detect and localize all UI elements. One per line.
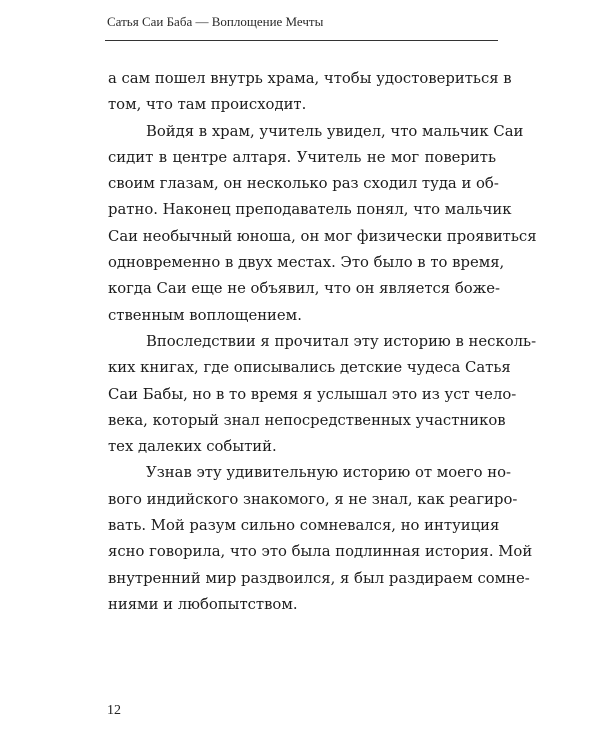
text-line: века, который знал непосредственных участников xyxy=(108,411,506,429)
text-line: том, что там происходит. xyxy=(108,96,307,114)
paragraph-4 xyxy=(108,460,533,618)
text-line: вого индийского знакомого, я не знал, как реагиро- xyxy=(108,490,518,508)
text-line: ственным воплощением. xyxy=(108,306,302,324)
text-line: вать. Мой разум сильно сомневался, но интуиция xyxy=(108,517,500,535)
paragraph-3 xyxy=(108,329,537,460)
text-line: одновременно в двух местах. Это было в то время, xyxy=(108,254,505,272)
text-line: своим глазам, он несколько раз сходил туда и об- xyxy=(108,175,499,193)
text-line: Саи необычный юноша, он мог физически проявиться xyxy=(108,227,537,245)
text-line: ясно говорила, что это была подлинная история. Мой xyxy=(108,543,533,561)
text-line: сидит в центре алтаря. Учитель не мог поверить xyxy=(108,148,496,166)
text-line: Узнав эту удивительную историю от моего но- xyxy=(146,464,512,482)
text-line: когда Саи еще не объявил, что он является боже- xyxy=(108,280,501,298)
text-line: Впоследствии я прочитал эту историю в несколь- xyxy=(146,332,537,350)
paragraph-1 xyxy=(108,66,512,119)
text-line: Войдя в храм, учитель увидел, что мальчик Саи xyxy=(146,122,524,140)
header-rule xyxy=(105,40,498,41)
text-line: ратно. Наконец преподаватель понял, что мальчик xyxy=(108,201,512,219)
body-text xyxy=(108,66,537,618)
text-line: Саи Бабы, но в то время я услышал это из уст чело- xyxy=(108,385,517,403)
text-line: ниями и любопытством. xyxy=(108,595,298,613)
text-line: внутренний мир раздвоился, я был раздираем сомне- xyxy=(108,569,530,587)
text-line: ких книгах, где описывались детские чудеса Сатья xyxy=(108,359,511,377)
paragraph-2 xyxy=(108,119,537,329)
running-head: Сатья Саи Баба — Воплощение Мечты xyxy=(107,14,324,29)
text-line: а сам пошел внутрь храма, чтобы удостовериться в xyxy=(108,70,512,87)
text-line: тех далеких событий. xyxy=(108,438,277,456)
page-number: 12 xyxy=(107,703,121,718)
